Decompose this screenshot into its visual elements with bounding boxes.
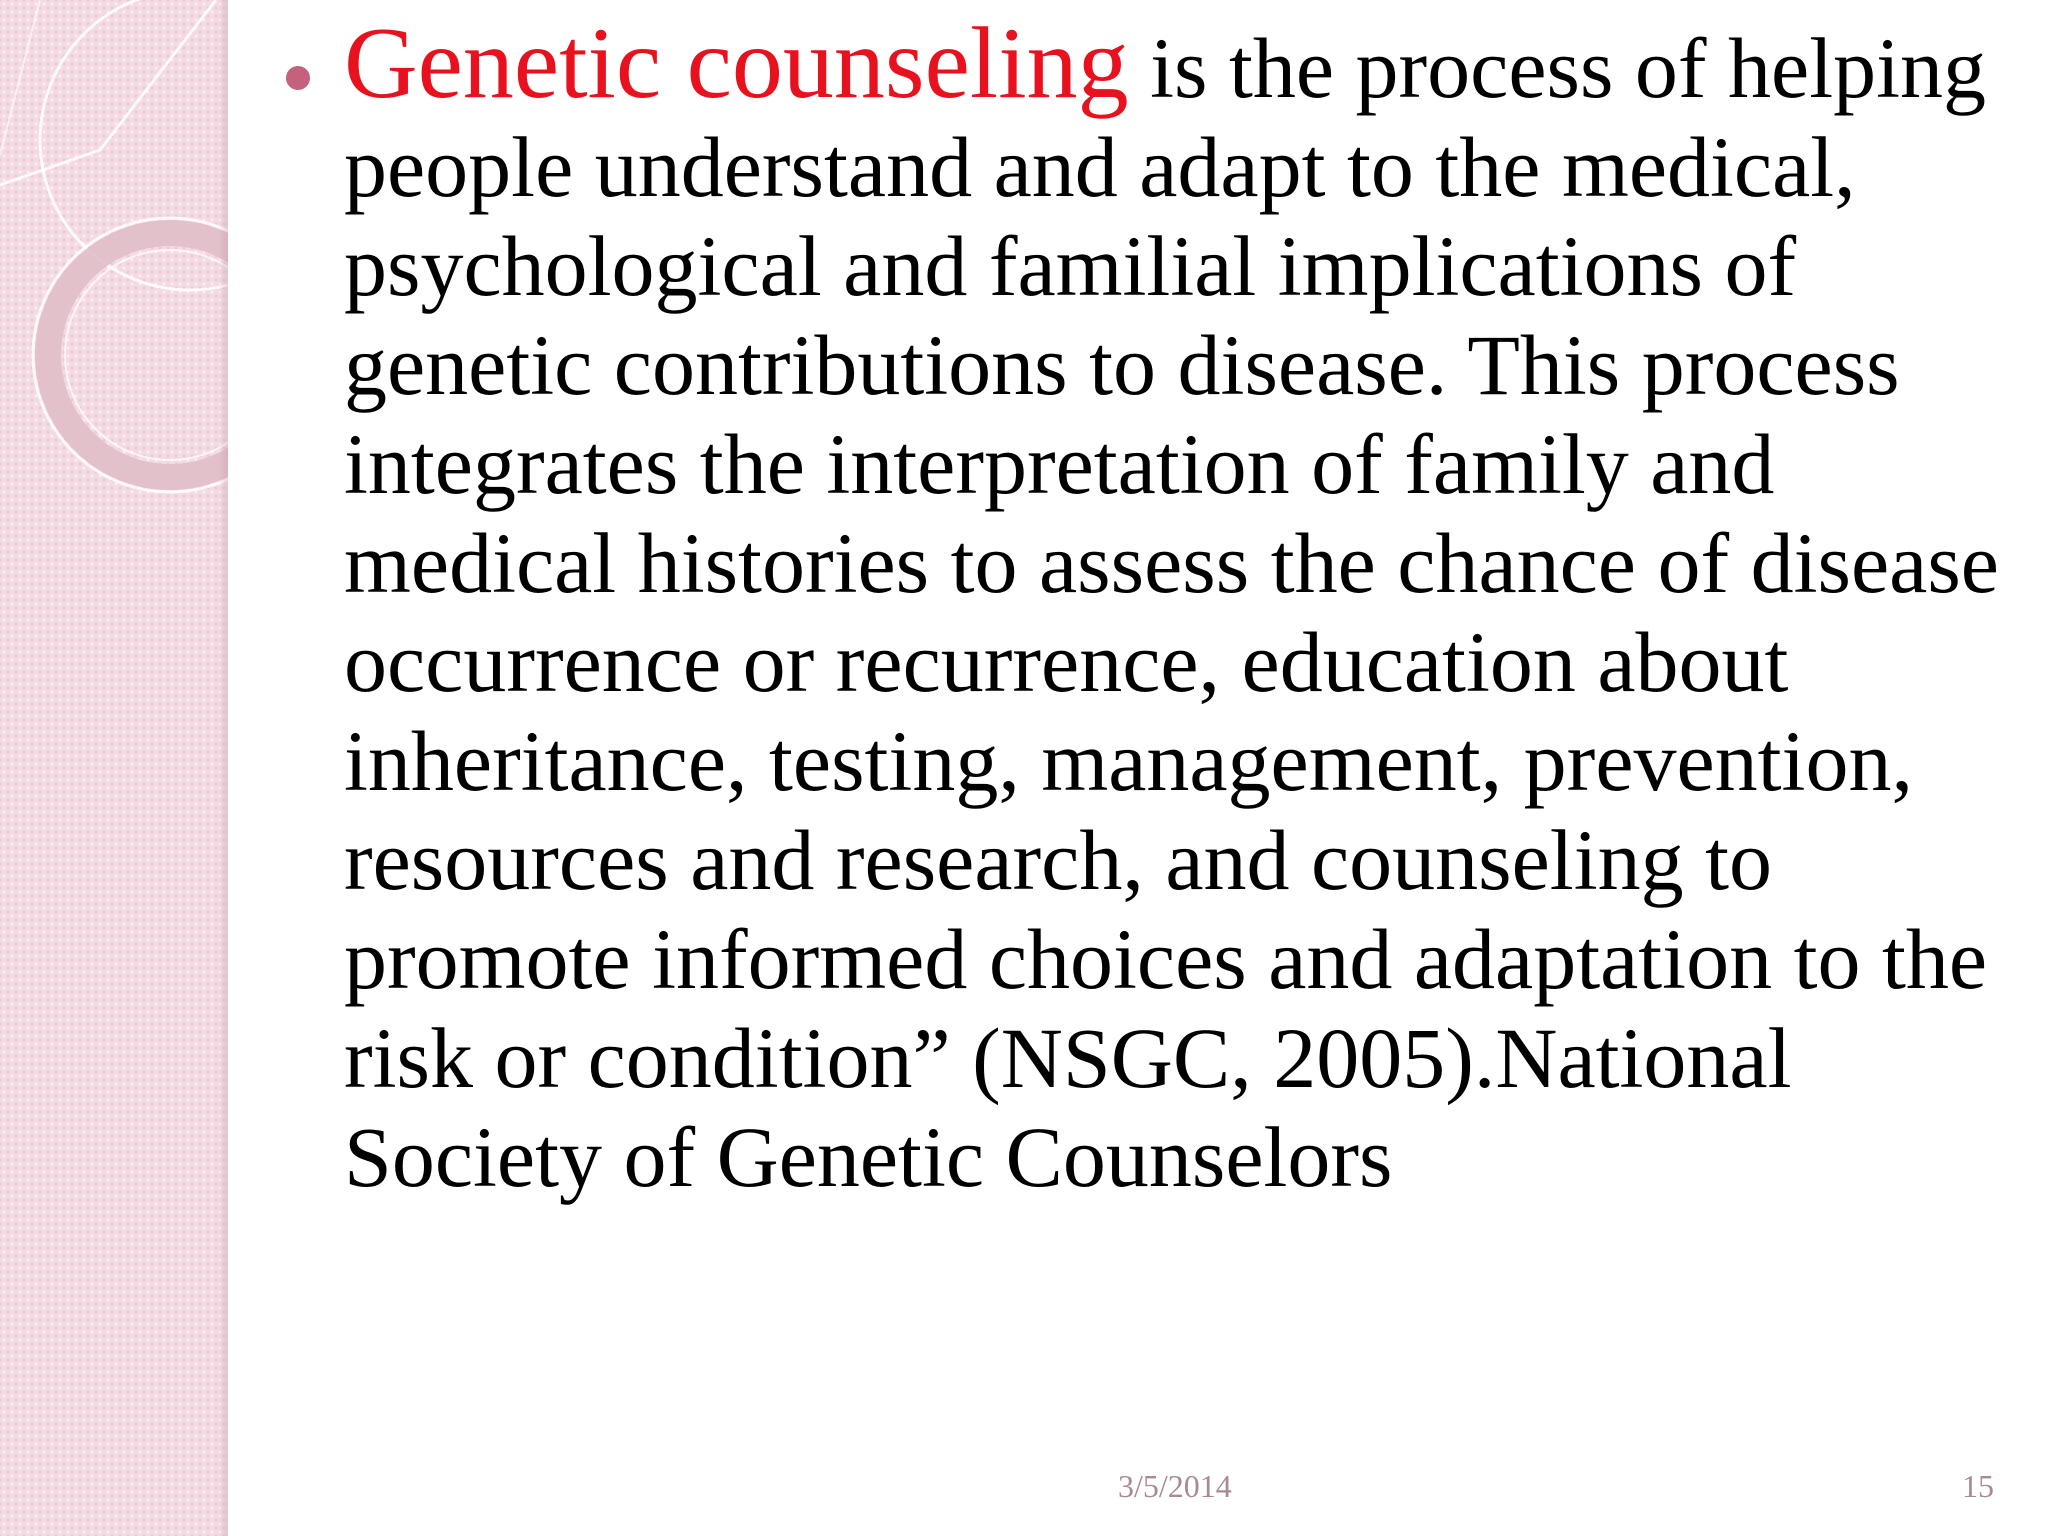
footer-date: 3/5/2014	[1118, 1468, 1232, 1504]
sidebar-edge-shadow	[218, 0, 228, 1536]
slide-content	[278, 7, 2018, 1207]
decorative-sidebar	[0, 0, 228, 1536]
definition-text: is the process of helping people understand and adapt to the medical, psychological and familial implications of genetic contributions to disease. This process integrates the interpretation of family and medical histories to assess the chance of disease occurrence or recurrence, education about inheritance, testing, management, prevention, resources and research, and counseling to promote informed choices and adaptation to the risk or condition” (NSGC, 2005).National Society of Genetic Counselors	[344, 20, 1999, 1205]
decorative-rings	[0, 0, 228, 1536]
bullet-dot-icon	[286, 66, 310, 90]
highlighted-term: Genetic counseling	[344, 7, 1129, 120]
bullet-item	[278, 7, 2018, 1207]
slide-number: 15	[1962, 1468, 1994, 1504]
definition-paragraph	[344, 7, 2018, 1207]
